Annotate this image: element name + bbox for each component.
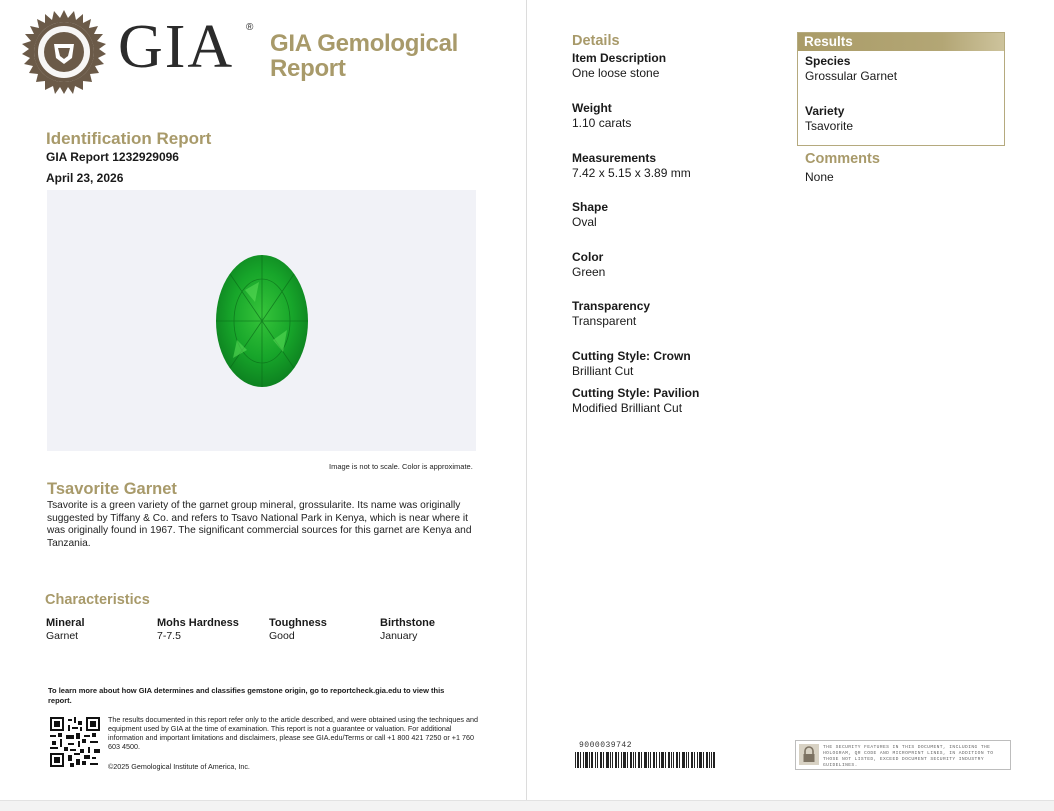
detail-shape bbox=[572, 200, 608, 229]
result-label: Variety bbox=[805, 104, 845, 118]
report-type: Identification Report bbox=[46, 129, 212, 148]
learn-more-text: To learn more about how GIA determines and classifies gemstone origin, go to reportcheck.gia.edu to view this report. bbox=[48, 686, 445, 705]
report-title bbox=[270, 31, 480, 81]
detail-value: Transparent bbox=[572, 314, 637, 328]
characteristic-label: Toughness bbox=[269, 617, 327, 629]
detail-cutting-pavilion bbox=[572, 386, 699, 415]
detail-label: Weight bbox=[572, 101, 612, 115]
detail-label: Item Description bbox=[572, 51, 667, 65]
report-title-line2: Report bbox=[270, 55, 346, 82]
gia-logo-wordmark: GIA bbox=[118, 13, 235, 81]
detail-label: Measurements bbox=[572, 151, 657, 165]
characteristic-value: January bbox=[380, 630, 418, 642]
detail-color bbox=[572, 250, 605, 279]
report-number: GIA Report 1232929096 bbox=[46, 150, 179, 164]
detail-value: One loose stone bbox=[572, 66, 660, 80]
results-title: Results bbox=[798, 33, 1004, 51]
paper-edge bbox=[0, 800, 1054, 811]
qr-code-icon[interactable] bbox=[50, 717, 100, 767]
lock-icon bbox=[799, 744, 819, 765]
characteristic-value: 7-7.5 bbox=[157, 630, 181, 642]
comments-title: Comments bbox=[805, 151, 880, 167]
characteristic-hardness bbox=[157, 617, 239, 642]
gia-seal-icon bbox=[22, 10, 106, 94]
characteristic-label: Mohs Hardness bbox=[157, 617, 239, 629]
security-features-text: THE SECURITY FEATURES IN THIS DOCUMENT, INCLUDING THE HOLOGRAM, QR CODE AND MICROPRINT LINES, IN ADDITION TO THOSE NOT LISTED, EXCEED DOCUMENT SECURITY INDUSTRY GUIDELINES. bbox=[823, 745, 994, 768]
detail-weight bbox=[572, 101, 631, 130]
detail-value: Green bbox=[572, 265, 606, 279]
detail-measurements bbox=[572, 151, 691, 180]
characteristic-toughness bbox=[269, 617, 327, 642]
characteristic-birthstone bbox=[380, 617, 435, 642]
characteristic-label: Birthstone bbox=[380, 617, 435, 629]
barcode-icon bbox=[575, 752, 715, 768]
detail-value: 7.42 x 5.15 x 3.89 mm bbox=[572, 166, 691, 180]
oval-gem-image bbox=[47, 190, 476, 451]
copyright-text: ©2025 Gemological Institute of America, Inc. bbox=[108, 762, 250, 771]
detail-value: Brilliant Cut bbox=[572, 364, 634, 378]
report-title-line1: GIA Gemological bbox=[270, 30, 458, 57]
detail-label: Cutting Style: Pavilion bbox=[572, 386, 700, 400]
detail-item-description bbox=[572, 51, 666, 80]
registered-mark: ® bbox=[246, 22, 254, 33]
characteristic-value: Garnet bbox=[46, 630, 79, 642]
disclaimer-text: The results documented in this report refer only to the article described, and were obtained using the techniques and equipment used by GIA at the time of examination. This report is not a guarantee or valuation. For additional information and important limitations and disclaimers, please see GIA.edu/Terms or call +1 800 421 7250 or +1 760 603 4500. bbox=[108, 715, 478, 751]
report-date: April 23, 2026 bbox=[46, 171, 124, 185]
detail-label: Color bbox=[572, 250, 604, 264]
detail-transparency bbox=[572, 299, 650, 328]
page-fold bbox=[526, 0, 527, 805]
characteristics-title: Characteristics bbox=[45, 592, 150, 608]
gem-photo bbox=[47, 190, 476, 451]
detail-value: Modified Brilliant Cut bbox=[572, 401, 683, 415]
result-variety bbox=[805, 104, 853, 133]
gem-description: Tsavorite is a green variety of the garnet group mineral, grossularite. Its name was originally suggested by Tiffany & Co. and refers to Tsavo National Park in Kenya, which is near where it was originally found in 1967. The significant commercial sources for this garnet are Kenya and Tanzania. bbox=[47, 500, 472, 549]
result-species bbox=[805, 54, 897, 83]
result-label: Species bbox=[805, 54, 851, 68]
results-box bbox=[797, 32, 1005, 146]
characteristic-mineral bbox=[46, 617, 85, 642]
gem-name: Tsavorite Garnet bbox=[47, 480, 177, 498]
detail-value: Oval bbox=[572, 215, 597, 229]
detail-label: Shape bbox=[572, 200, 609, 214]
characteristic-value: Good bbox=[269, 630, 295, 642]
comments-value: None bbox=[805, 170, 834, 184]
result-value: Grossular Garnet bbox=[805, 69, 898, 83]
detail-cutting-crown bbox=[572, 349, 691, 378]
details-title: Details bbox=[572, 33, 620, 49]
result-value: Tsavorite bbox=[805, 119, 854, 133]
security-features-box bbox=[795, 740, 1011, 770]
detail-value: 1.10 carats bbox=[572, 116, 632, 130]
detail-label: Cutting Style: Crown bbox=[572, 349, 691, 363]
characteristic-label: Mineral bbox=[46, 617, 85, 629]
image-caption: Image is not to scale. Color is approximate. bbox=[329, 462, 473, 471]
detail-label: Transparency bbox=[572, 299, 651, 313]
barcode-number: 9000039742 bbox=[579, 741, 633, 750]
